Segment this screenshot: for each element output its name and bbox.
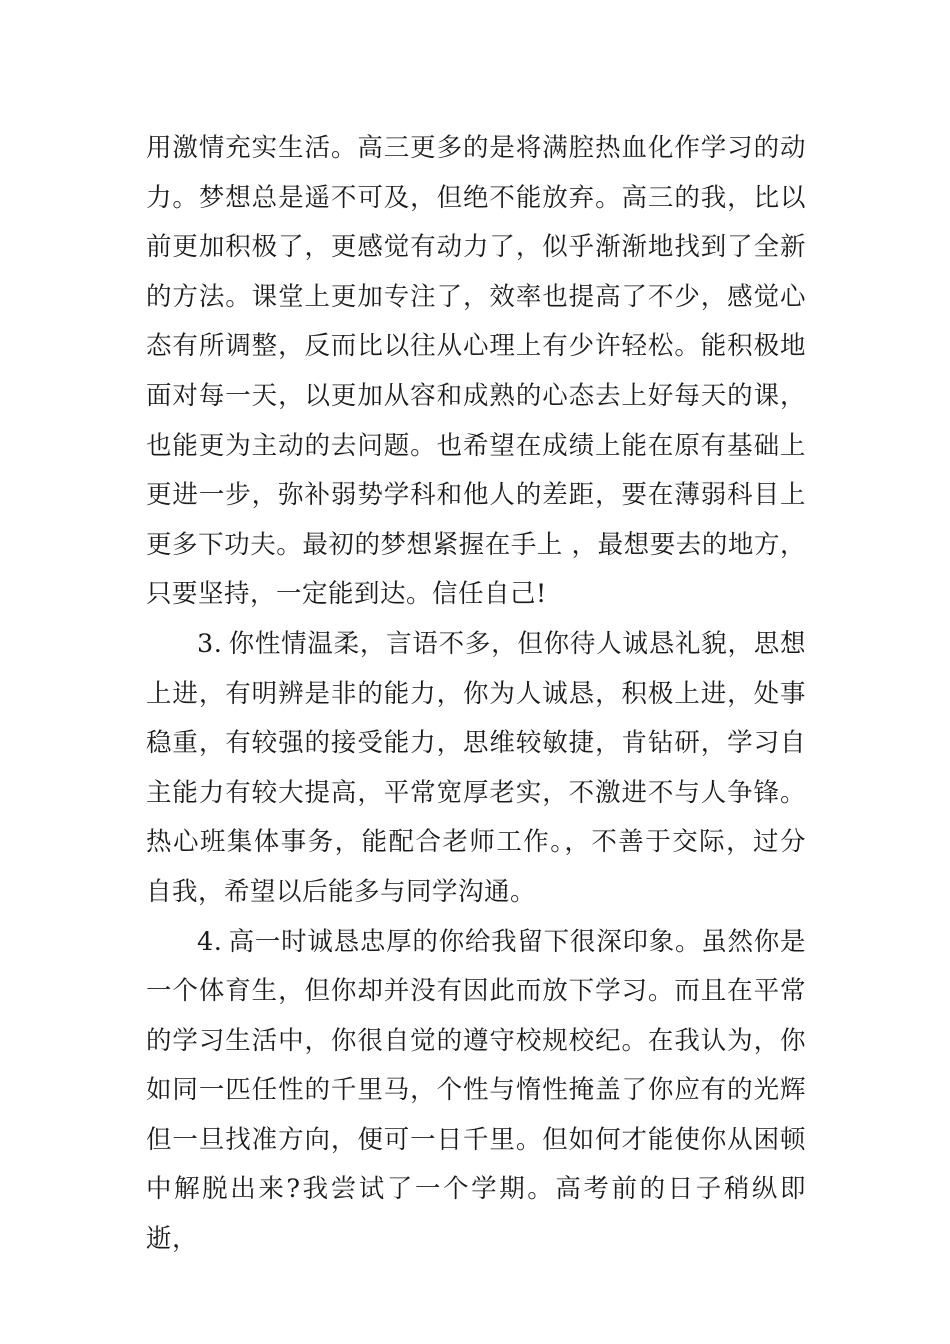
paragraph-text: 你性情温柔，言语不多，但你待人诚恳礼貌，思想上进，有明辨是非的能力，你为人诚恳，积极上进，处事稳重，有较强的接受能力，思维较敏捷，肯钻研，学习自主能力有较大提高，平常宽厚老实，不激进不与人争锋。热心班集体事务，能配合老师工作。，不善于交际，过分自我，希望以后能多与同学沟通。: [146, 628, 806, 907]
paragraph-text: 高一时诚恳忠厚的你给我留下很深印象。虽然你是一个体育生，但你却并没有因此而放下学习。而且在平常的学习生活中，你很自觉的遵守校规校纪。在我认为，你如同一匹任性的千里马，个性与惰性掩盖了你应有的光辉但一旦找准方向，便可一日千里。但如何才能使你从困顿中解脱出来?我尝试了一个学期。高考前的日子稍纵即逝，: [146, 926, 806, 1255]
paragraph-number: 4.: [197, 926, 223, 957]
paragraph-item-4: [146, 918, 806, 1265]
document-body: [146, 124, 806, 1265]
paragraph-continuation: [146, 124, 806, 620]
paragraph-item-3: [146, 620, 806, 918]
paragraph-number: 3.: [197, 628, 223, 659]
paragraph-text: 用激情充实生活。高三更多的是将满腔热血化作学习的动力。梦想总是遥不可及，但绝不能放弃。高三的我，比以前更加积极了，更感觉有动力了，似乎渐渐地找到了全新的方法。课堂上更加专注了，效率也提高了不少，感觉心态有所调整，反而比以往从心理上有少许轻松。能积极地面对每一天，以更加从容和成熟的心态去上好每天的课，也能更为主动的去问题。也希望在成绩上能在原有基础上更进一步，弥补弱势学科和他人的差距，要在薄弱科目上更多下功夫。最初的梦想紧握在手上 ，最想要去的地方，只要坚持，一定能到达。信任自己!: [146, 133, 806, 610]
